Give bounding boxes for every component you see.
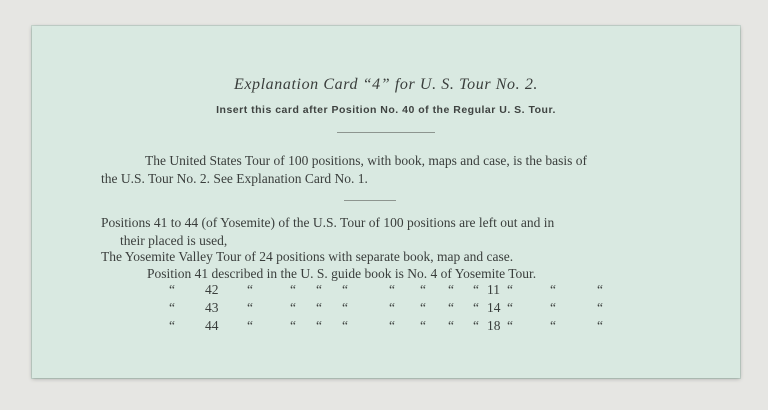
ditto-mark: “ — [247, 300, 253, 315]
ditto-mark: “ — [290, 318, 296, 333]
ditto-mark: “ — [473, 300, 479, 315]
ditto-mark: “ — [420, 282, 426, 297]
ditto-mark: “ — [247, 318, 253, 333]
ditto-mark: “ — [550, 282, 556, 297]
ditto-mark: “ — [448, 282, 454, 297]
yosemite-position-number: 18 — [487, 318, 501, 333]
ditto-mark: “ — [290, 300, 296, 315]
ditto-mark: “ — [342, 282, 348, 297]
ditto-mark: “ — [507, 318, 513, 333]
ditto-mark: “ — [597, 282, 603, 297]
yosemite-position-number: 11 — [487, 282, 500, 297]
card-subtitle: Insert this card after Position No. 40 of the Regular U. S. Tour. — [216, 104, 556, 116]
paragraph-2-line-1: Positions 41 to 44 (of Yosemite) of the U.S. Tour of 100 positions are left out and in — [101, 215, 555, 230]
ditto-mark: “ — [342, 318, 348, 333]
table-row — [32, 300, 740, 318]
paragraph-2-line-4: Position 41 described in the U. S. guide book is No. 4 of Yosemite Tour. — [147, 266, 537, 281]
card-title: Explanation Card “4” for U. S. Tour No. 2. — [233, 76, 539, 93]
ditto-mark: “ — [507, 282, 513, 297]
ditto-mark: “ — [169, 282, 175, 297]
ditto-mark: “ — [389, 318, 395, 333]
paragraph-2-line-2: their placed is used, — [120, 233, 228, 248]
ditto-mark: “ — [316, 300, 322, 315]
ditto-mark: “ — [169, 318, 175, 333]
ditto-mark: “ — [473, 282, 479, 297]
paragraph-1-line-1: The United States Tour of 100 positions, with book, maps and case, is the basis of — [145, 153, 587, 168]
ditto-mark: “ — [597, 300, 603, 315]
ditto-mark: “ — [448, 300, 454, 315]
ditto-mark: “ — [420, 318, 426, 333]
paragraph-1-line-2: the U.S. Tour No. 2. See Explanation Card No. 1. — [101, 171, 368, 186]
us-position-number: 42 — [205, 282, 219, 297]
ditto-mark: “ — [597, 318, 603, 333]
us-position-number: 44 — [205, 318, 219, 333]
paragraph-2-line-3: The Yosemite Valley Tour of 24 positions with separate book, map and case. — [101, 249, 514, 264]
us-position-number: 43 — [205, 300, 219, 315]
ditto-mark: “ — [247, 282, 253, 297]
ditto-mark: “ — [290, 282, 296, 297]
ditto-mark: “ — [550, 300, 556, 315]
ditto-mark: “ — [507, 300, 513, 315]
ditto-mark: “ — [389, 282, 395, 297]
ditto-mark: “ — [473, 318, 479, 333]
ditto-mark: “ — [342, 300, 348, 315]
divider — [344, 200, 396, 201]
ditto-mark: “ — [420, 300, 426, 315]
table-row — [32, 282, 740, 300]
ditto-mark: “ — [448, 318, 454, 333]
ditto-mark: “ — [389, 300, 395, 315]
divider — [337, 132, 435, 133]
ditto-mark: “ — [316, 282, 322, 297]
yosemite-position-number: 14 — [487, 300, 501, 315]
ditto-mark: “ — [316, 318, 322, 333]
ditto-mark: “ — [550, 318, 556, 333]
explanation-card — [32, 26, 740, 378]
table-row — [32, 318, 740, 336]
ditto-mark: “ — [169, 300, 175, 315]
